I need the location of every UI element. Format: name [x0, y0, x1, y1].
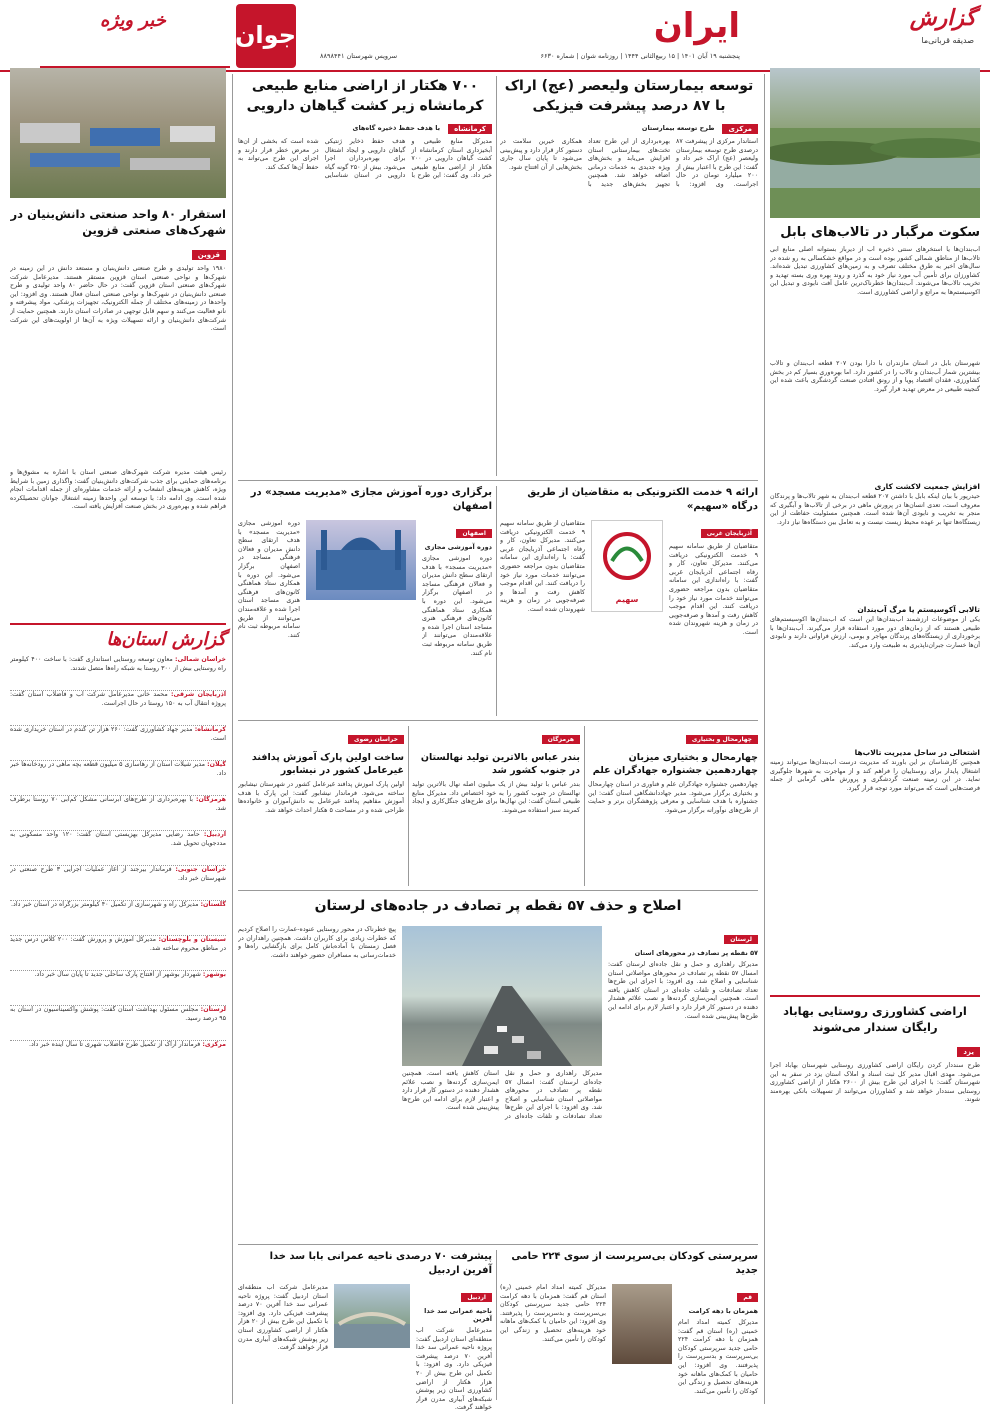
author: همزمان با دهه کرامت	[688, 1307, 758, 1315]
section-title: گزارش استان‌ها	[106, 629, 226, 650]
column-rule	[496, 1250, 497, 1400]
story-sahim	[500, 486, 758, 720]
left-section-title: خبر ویژه	[100, 10, 166, 31]
headline: برگزاری دوره آموزش مجازی «مدیریت مسجد» در اصفهان	[250, 487, 492, 512]
headline: پیشرفت ۷۰ درصدی ناحیه عمرانی بابا سد خدا آفرین اردبیل	[269, 1251, 492, 1276]
wetland-photo	[770, 68, 980, 218]
headline: توسعه بیمارستان ولیعصر (عج) اراک با ۸۷ درصد پیشرفت فیزیکی	[504, 78, 754, 114]
body: متقاضیان از طریق سامانه سهیم ۹ خدمت الکترونیکی دریافت می‌کنند. مدیرکل تعاون، کار و رفاه اجتماعی آذربایجان غربی گفت: با راه‌اندازی این سامانه متقاضیان بدون مراجعه حضوری می‌توانند خدمات مورد نیاز خود را دریافت کنند. این اقدام موجب کاهش رفت و آمدها و صرفه‌جویی در زمان و هزینه شهروندان شده است.	[500, 520, 586, 613]
region-badge: خراسان رضوی	[348, 735, 404, 744]
list-item: هرمزگان: با بهره‌برداری از طرح‌های آبرسانی مشکل کم‌آبی ۷۰ روستا برطرف شد.	[10, 796, 226, 831]
list-item: بوشهر: شهردار بوشهر از افتتاح پارک ساحلی جدید تا پایان سال خبر داد.	[10, 971, 226, 1006]
body: یکی از موضوعات ارزشمند آب‌بندان‌ها این است که آب‌بندان‌ها اکوسیستم‌های طبیعی هستند که از زمان‌های دور مورد استفاده قرار می‌گیرند. آب‌بندان‌ها با برخورداری از زیستگاه‌های پرندگان مهاجر و بومی، ارزش فراوانی دارند و نابودی آن‌ها خسارت جبران‌ناپذیری به طبیعت وارد می‌کند.	[770, 616, 980, 649]
headline: ساخت اولین پارک آموزش پدافند غیرعامل کشور در نیشابور	[251, 752, 404, 776]
headline: بندر عباس بالاترین تولید نهالستان در جنوب کشور شد	[420, 752, 580, 776]
region-badge: اردبیل	[461, 1293, 492, 1302]
col-right	[770, 68, 980, 1212]
headline: چهارمحال و بختیاری میزبان چهاردهمین جشنواره جهادگران علم	[592, 752, 758, 776]
mosque-photo	[306, 520, 416, 600]
region-badge: آذربایجان غربی	[701, 529, 758, 538]
list-item: کرمانشاه: مدیر جهاد کشاورزی گفت: ۲۶۰ هزار تن گندم در استان خریداری شده است.	[10, 726, 226, 761]
body: حیدرپور با بیان اینکه بابل با داشتن ۲۰۷ قطعه آب‌بندان به شهر تالاب‌ها و پرندگان معروف است، تعدی انسان‌ها در پرورش ماهی در برخی از تالاب‌ها و آبگیری که منجر به تخریب و نابودی آن‌ها شده است. همچنین مسئولیت حفاظت از این زیستگاه‌ها تنها بر عهده محیط زیست نیست و به تعامل بین دستگاه‌ها نیاز دارد.	[770, 493, 980, 526]
story-science	[588, 726, 758, 901]
body: استاندار مرکزی از پیشرفت ۸۷ درصدی طرح توسعه بیمارستان ولیعصر (عج) اراک خبر داد و گفت: این طرح با اعتبار بیش از ۲۰۰ میلیارد تومان در حال اجراست. وی افزود: با بهره‌برداری از این طرح تعداد تخت‌های بیمارستانی استان افزایش می‌یابد و بخش‌های ویژه جدیدی به خدمات درمانی اضافه خواهد شد. همچنین تجهیز بخش‌های جدید با همکاری خیرین سلامت در دستور کار قرار دارد و پیش‌بینی می‌شود تا پایان سال جاری بخش‌هایی از آن افتتاح شود.	[500, 138, 758, 188]
story-hospital	[500, 76, 758, 458]
body: رئیس هیئت مدیره شرکت شهرک‌های صنعتی استان با اشاره به مشوق‌ها و برنامه‌های حمایتی برای جذب شرکت‌های دانش‌بنیان گفت: واگذاری زمین با شرایط ویژه، کاهش هزینه‌های انشعاب و ارائه خدمات مشاوره‌ای از جمله اقدامات انجام شده است. وی ادامه داد: با توسعه این واحدها زمینه اشتغال جوانان تحصیلکرده فراهم شده و بهره‌وری در بخش صنعت افزایش یافته است.	[10, 469, 226, 511]
header-right	[760, 4, 980, 66]
region-badge: اصفهان	[456, 529, 492, 538]
body: بندر عباس با تولید بیش از یک میلیون اصله نهال بالاترین تولید نهالستان در جنوب کشور را به خود اختصاص داد. مدیرکل منابع طبیعی استان گفت: این نهال‌ها برای طرح‌های جنگل‌کاری و ایجاد کمربند سبز استفاده می‌شوند.	[412, 781, 580, 814]
row-rule	[238, 1244, 758, 1245]
sahim-logo: سهیم	[591, 520, 663, 612]
list-item: اردبیل: حامد رضایی مدیرکل بهزیستی استان گفت: ۱۲۰ واحد مسکونی به مددجویان تحویل شد.	[10, 831, 226, 866]
industrial-photo	[10, 68, 226, 198]
story-nursery	[412, 726, 580, 901]
column-rule	[408, 726, 409, 886]
service-line: سرویس شهرستان ۸۸۹۸۴۴۱	[320, 52, 398, 60]
region-badge: قزوین	[192, 250, 226, 260]
headline: ارائه ۹ خدمت الکترونیکی به متقاضیان از طریق درگاه «سهیم»	[527, 487, 758, 512]
body: طرح سنددار کردن رایگان اراضی کشاورزی روستایی شهرستان بهاباد اجرا می‌شود. مهدی اقبال مدیر کل ثبت اسناد و املاک استان یزد در سفر به این شهرستان گفت: با اجرای این طرح بیش از ۲۶۰۰ هکتار از اراضی کشاورزی روستایی سنددار خواهد شد و کشاورزان می‌توانند از تسهیلات بانکی بهره‌مند شوند.	[770, 1062, 980, 1104]
body: ۱۹۸۰ واحد تولیدی و طرح صنعتی دانش‌بنیان و مستعد دانش در این زمینه در شهرک‌ها و نواحی صنعتی استان قزوین مستقر هستند. مدیرعامل شرکت شهرک‌های صنعتی استان قزوین گفت: در حال حاضر ۸۰ واحد تولیدی و طرح صنعتی دانش‌بنیان در شهرک‌ها و نواحی صنعتی استان فعال هستند. وی افزود: این واحدها در زمینه‌های مختلف از جمله الکترونیک، تجهیزات پزشکی، مواد پیشرفته و نانو فعالیت می‌کنند و سهم قابل توجهی در صادرات استان دارند. همچنین حمایت از شرکت‌های دانش‌بنیان و ارائه تسهیلات ویژه به آن‌ها از اولویت‌های این شرکت است.	[10, 265, 226, 333]
author: با هدف حفظ ذخیره گاه‌های	[352, 124, 441, 132]
column-rule	[232, 74, 233, 1404]
list-item: خراسان شمالی: معاون توسعه روستایی استانداری گفت: با ساخت ۴۰۰ کیلومتر راه روستایی بیش از ۳۰۰ روستا به شبکه راه‌ها متصل شدند.	[10, 656, 226, 691]
story-lorestan	[238, 896, 758, 1281]
headline: اراضی کشاورزی روستایی بهاباد رایگان سندار می‌شوند	[783, 1004, 967, 1034]
headline: سکوت مرگبار در تالاب‌های بابل	[780, 225, 980, 240]
body: اولین پارک آموزش پدافند غیرعامل کشور در شهرستان نیشابور ساخته می‌شود. فرماندار نیشابور گفت: این پارک با هدف آموزش مفاهیم پدافند غیرعامل به دانش‌آموزان و خانواده‌ها طراحی شده و در مساحت ۵ هکتار احداث خواهد شد.	[238, 781, 404, 814]
header-center	[320, 6, 740, 66]
body: مدیرکل راهداری و حمل و نقل جاده‌ای لرستان گفت: امسال ۵۷ نقطه پر تصادف در محورهای مواصلاتی استان شناسایی و اصلاح شد. وی افزود: با اجرای این طرح‌ها تعداد تصادفات و تلفات جاده‌ای در استان کاهش یافته است. همچنین ایمن‌سازی گردنه‌ها و نصب علائم هشدار دهنده در دستور کار قرار دارد و اعتبار لازم برای ادامه این طرح‌ها پیش‌بینی شده است.	[402, 1070, 602, 1120]
region-badge: چهارمحال و بختیاری	[686, 735, 758, 744]
child-photo	[612, 1284, 672, 1364]
section-author: صدیقه قربانی‌ما	[921, 36, 974, 45]
region-badge: کرمانشاه	[448, 124, 492, 134]
body: مدیرعامل شرکت آب منطقه‌ای استان اردبیل گفت: پروژه ناحیه عمرانی سد خدا آفرین ۷۰ درصد پیشرفت فیزیکی دارد. وی افزود: با تکمیل این طرح بیش از ۲۰ هزار هکتار از اراضی کشاورزی استان زیر پوشش شبکه‌های آبیاری مدرن قرار خواهند گرفت.	[416, 1327, 492, 1412]
wetland-illustration	[770, 68, 980, 218]
region-badge: قم	[737, 1293, 758, 1302]
section-title: گزارش	[909, 6, 976, 31]
story-park	[238, 726, 404, 901]
header-left	[40, 6, 190, 66]
body: آب‌بندان‌ها یا استخرهای سنتی ذخیره آب از دیرباز بستوانه اصلی منابع آبی تالاب‌ها از مناطق شمالی کشور بوده است و در مواقع خشکسالی به رو شده در سال‌های اخیر به طرق مختلف تصرف و به زمین‌های کشاورزی تبدیل شده‌اند. کشاورزان برای تأمین آب مورد نیاز خود به گذرد و روند بهره وری بسته تهدید و تخریب تالاب‌ها می‌شوند. آب‌بندان‌ها خطرناک‌ترین عامل آفت نابودی و تبدیل این اکوسیستم‌ها به مراتع و اراضی کشاورزی است.	[770, 246, 980, 296]
body: دوره آموزشی مجازی «مدیریت مسجد» با هدف ارتقای سطح دانش مدیران و فعالان فرهنگی مساجد در اصفهان برگزار می‌شود. این دوره با همکاری ستاد هماهنگی کانون‌های فرهنگی هنری مساجد استان اجرا شده و علاقه‌مندان می‌توانند از طریق سامانه مربوطه ثبت نام کنند.	[422, 555, 492, 657]
mosque-illustration	[306, 520, 416, 600]
sahim-icon	[592, 521, 662, 591]
subhead: تالابی آکوسیستم یا مرگ آب‌بندان	[857, 605, 980, 614]
list-item: آذربایجان شرقی: محمد خانی مدیرعامل شرکت آب و فاضلاب استان گفت: پروژه انتقال آب به ۱۵۰ روستا در حال اجراست.	[10, 691, 226, 726]
date-line: پنجشنبه ۱۹ آبان ۱۴۰۱ | ۱۵ ربیع‌الثانی ۱۴۴۴ | روزنامه شوان | شماره ۶۶۳۰	[540, 52, 740, 60]
body: متقاضیان از طریق سامانه سهیم ۹ خدمت الکترونیکی دریافت می‌کنند. مدیرکل تعاون، کار و رفاه اجتماعی آذربایجان غربی گفت: با راه‌اندازی این سامانه متقاضیان بدون مراجعه حضوری می‌توانند خدمات مورد نیاز خود را دریافت کنند. این اقدام موجب کاهش رفت و آمدها و صرفه‌جویی در زمان و هزینه شهروندان شده است.	[669, 543, 758, 636]
body: همچنین کارشناسان بر این باورند که مدیریت درست آب‌بندان‌ها می‌تواند زمینه اشتغال پایدار برای روستاییان را فراهم کند و از مهاجرت به شهرها جلوگیری نماید. در این زمینه صنعت گردشگری و پرورش ماهی گرمابی از جمله فرصت‌هایی است که می‌تواند مورد توجه قرار گیرد.	[770, 759, 980, 792]
row-rule	[238, 720, 758, 721]
story-mosque	[238, 486, 492, 720]
list-item: مرکزی: فرماندار اراک از تکمیل طرح فاضلاب شهری تا سال آینده خبر داد.	[28, 1041, 226, 1048]
region-badge: هرمزگان	[542, 735, 580, 744]
list-item: لرستان: مجلس مسئول بهداشت استان گفت: پوشش واکسیناسیون در استان به ۹۵ درصد رسید.	[10, 1006, 226, 1041]
subhead: اشتغالی در ساحل مدیریت تالاب‌ها	[854, 748, 980, 757]
road-photo	[402, 926, 602, 1066]
column-rule	[764, 74, 765, 1404]
author: دوره آموزشی مجازی	[424, 543, 492, 551]
subhead: افزایش جمعیت لاکشت کاری	[874, 482, 980, 491]
column-rule	[496, 486, 497, 716]
body: مدیرکل کمیته امداد امام خمینی (ره) استان قم گفت: همزمان با دهه کرامت ۲۲۴ حامی جدید سرپرستی کودکان بی‌سرپرست و بدسرپرست را پذیرفتند. وی افزود: این حامیان با کمک‌های ماهانه خود هزینه‌های تحصیل و زندگی این کودکان را تأمین می‌کنند.	[678, 1319, 758, 1395]
paper-logo: ایران	[653, 6, 740, 46]
list-item: سیستان و بلوچستان: مدیرکل آموزش و پرورش گفت: ۲۰۰ کلاس درس جدید در مناطق محروم ساخته شد.	[10, 936, 226, 971]
author: طرح توسعه بیمارستان	[641, 124, 715, 132]
column-rule	[584, 726, 585, 886]
body: پیچ خطرناک در محور روستایی عنوده-عمارت را اصلاح کردیم که خطرات زیادی برای کاربران داشت. همچنین راهداران در فصل زمستان با آماده‌باش کامل برای بازگشایی راه‌ها و خدمات‌رسانی به مسافران حضور خواهند داشت.	[238, 926, 396, 959]
body: شهرستان بابل در استان مازندران با دارا بودن ۲۰۷ قطعه آب‌بندان و تالاب بیشترین شمار آب‌بندان و تالاب را در کشور دارد. اما بهره‌وری بسیار کم در بخش کشاورزی، فقدان اقتصاد پویا و از رونق افتادن صنعت گردشگری باعث شده این گنجینه طبیعی در معرض تهدید قرار گیرد.	[770, 360, 980, 393]
row-rule	[238, 890, 758, 891]
body: مدیرکل کمیته امداد امام خمینی (ره) استان قم گفت: همزمان با دهه کرامت ۲۲۴ حامی جدید سرپرستی کودکان بی‌سرپرست و بدسرپرست را پذیرفتند. وی افزود: این حامیان با کمک‌های ماهانه خود هزینه‌های تحصیل و زندگی این کودکان را تأمین می‌کنند.	[500, 1284, 606, 1343]
story-orphans	[500, 1250, 758, 1419]
column-rule	[496, 76, 497, 476]
dam-photo	[334, 1284, 410, 1348]
body: مدیرکل منابع طبیعی و آبخیزداری استان کرمانشاه از کشت گیاهان دارویی در ۷۰۰ هکتار از اراضی منابع طبیعی خبر داد. وی گفت: این طرح با هدف حفظ ذخایر ژنتیکی گیاهان دارویی و ایجاد اشتغال برای بهره‌برداران اجرا می‌شود. بیش از ۲۵۰ گونه گیاه دارویی در استان شناسایی شده است که بخشی از آن‌ها در معرض خطر قرار دارند و اجرای این طرح می‌تواند به حفظ آن‌ها کمک کند.	[238, 138, 492, 180]
body: مدیرکل راهداری و حمل و نقل جاده‌ای لرستان گفت: امسال ۵۷ نقطه پر تصادف در محورهای مواصلاتی استان شناسایی و اصلاح شد. وی افزود: با اجرای این طرح‌ها تعداد تصادفات و تلفات جاده‌ای در استان کاهش یافته است. همچنین ایمن‌سازی گردنه‌ها و نصب علائم هشدار دهنده در دستور کار قرار دارد و اعتبار لازم برای ادامه این طرح‌ها پیش‌بینی شده است.	[608, 961, 758, 1020]
body: دوره آموزشی مجازی «مدیریت مسجد» با هدف ارتقای سطح دانش مدیران و فعالان فرهنگی مساجد در اصفهان برگزار می‌شود. این دوره با همکاری ستاد هماهنگی کانون‌های فرهنگی هنری مساجد استان اجرا شده و علاقه‌مندان می‌توانند از طریق سامانه مربوطه ثبت نام کنند.	[238, 520, 300, 639]
author: ۵۷ نقطه پر تصادف در محورهای استان	[634, 949, 758, 957]
body: چهاردهمین جشنواره جهادگران علم و فناوری در استان چهارمحال و بختیاری برگزار می‌شود. مدیر جهاددانشگاهی استان گفت: این جشنواره با هدف شناسایی و معرفی پژوهشگران برتر و حمایت از طرح‌های نوآورانه برگزار می‌شود.	[588, 781, 758, 814]
story-medicinal-plants	[238, 76, 492, 458]
col-left	[10, 68, 226, 1075]
industrial-illustration	[10, 68, 226, 198]
story-dam	[238, 1250, 492, 1427]
list-item: گلستان: مدیرکل راه و شهرسازی از تکمیل ۴۰ کیلومتر بزرگراه در استان خبر داد.	[10, 901, 226, 936]
road-illustration	[402, 926, 602, 1066]
body: مدیرعامل شرکت آب منطقه‌ای استان اردبیل گفت: پروژه ناحیه عمرانی سد خدا آفرین ۷۰ درصد پیشرفت فیزیکی دارد. وی افزود: با تکمیل این طرح بیش از ۲۰ هزار هکتار از اراضی کشاورزی استان زیر پوشش شبکه‌های آبیاری مدرن قرار خواهند گرفت.	[238, 1284, 328, 1352]
headline: اصلاح و حذف ۵۷ نقطه پر تصادف در جاده‌های لرستان	[314, 898, 682, 914]
list-item: گیلان: مدیر شیلات استان از رهاسازی ۵ میلیون قطعه بچه ماهی در رودخانه‌ها خبر داد.	[10, 761, 226, 796]
headline: سرپرستی کودکان بی‌سرپرست از سوی ۲۲۴ حامی جدید	[511, 1251, 758, 1276]
dam-illustration	[334, 1284, 410, 1348]
region-badge: مرکزی	[722, 124, 758, 134]
author: ناحیه عمرانی سد خدا آفرین	[424, 1307, 492, 1323]
headline: استقرار ۸۰ واحد صنعتی دانش‌بنیان در شهرک‌های صنعتی قزوین	[10, 207, 226, 237]
jawan-logo: جوان	[236, 4, 296, 68]
region-badge: یزد	[957, 1047, 980, 1057]
row-rule	[238, 480, 758, 481]
news-list	[10, 656, 226, 1075]
region-badge: لرستان	[724, 935, 758, 944]
list-item: خراسان جنوبی: فرماندار بیرجند از آغاز عملیات اجرایی ۳ طرح صنعتی در شهرستان خبر داد.	[10, 866, 226, 901]
headline: ۷۰۰ هکتار از اراضی منابع طبیعی کرمانشاه زیر کشت گیاهان دارویی	[246, 78, 484, 114]
